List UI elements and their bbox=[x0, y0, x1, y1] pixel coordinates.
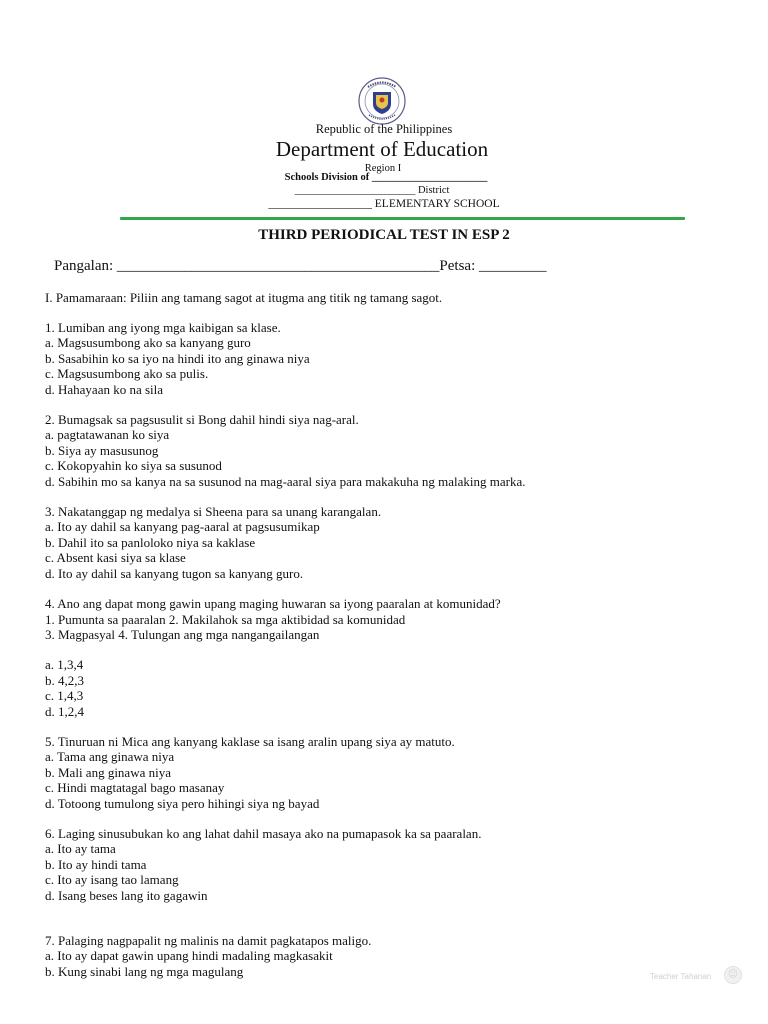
header-divider bbox=[120, 217, 685, 220]
question-block bbox=[45, 596, 526, 642]
answer-option: d. Isang beses lang ito gagawin bbox=[45, 887, 208, 903]
question-text: 7. Palaging nagpapalit ng malinis na damit pagkatapos maligo. bbox=[45, 933, 372, 948]
question-list bbox=[45, 320, 526, 979]
answer-option: a. Magsusumbong ako sa kanyang guro bbox=[45, 335, 251, 351]
answer-option: d. Totoong tumulong siya pero hihingi siya ng bayad bbox=[45, 795, 320, 811]
test-title: THIRD PERIODICAL TEST IN ESP 2 bbox=[258, 227, 510, 243]
question-block bbox=[45, 826, 526, 903]
answer-option: c. Ito ay isang tao lamang bbox=[45, 872, 179, 888]
department-title: Department of Education bbox=[275, 137, 489, 161]
question-text: 1. Lumiban ang iyong mga kaibigan sa klase. bbox=[45, 320, 281, 335]
answer-option: d. 1,2,4 bbox=[45, 703, 84, 719]
answer-option: d. Hahayaan ko na sila bbox=[45, 381, 164, 397]
answer-option: c. Kokopyahin ko siya sa susunod bbox=[45, 458, 222, 474]
answer-option: c. Magsusumbong ako sa pulis. bbox=[45, 366, 209, 382]
answer-option: c. Absent kasi siya sa klase bbox=[45, 550, 186, 566]
republic-line: Republic of the Philippines bbox=[315, 122, 453, 136]
answer-option: a. Ito ay dapat gawin upang hindi madaling magkasakit bbox=[45, 948, 333, 964]
smiley-icon: ☺ bbox=[724, 966, 742, 984]
question-block bbox=[45, 504, 526, 581]
question-text: 5. Tinuruan ni Mica ang kanyang kaklase sa isang aralin upang siya ay matuto. bbox=[45, 733, 455, 749]
answer-option: b. 4,2,3 bbox=[45, 672, 84, 688]
region-line: Region I bbox=[364, 163, 402, 174]
answer-option: 1. Pumunta sa paaralan 2. Makilahok sa mga aktibidad sa komunidad bbox=[45, 611, 406, 627]
answer-option: b. Kung sinabi lang ng mga magulang bbox=[45, 963, 244, 979]
question-block bbox=[45, 320, 526, 397]
answer-option: b. Ito ay hindi tama bbox=[45, 856, 147, 872]
answer-option: b. Sasabihin ko sa iyo na hindi ito ang ginawa niya bbox=[45, 350, 310, 366]
answer-option: a. Ito ay tama bbox=[45, 841, 116, 857]
answer-option: b. Dahil ito sa panloloko niya sa kaklase bbox=[45, 534, 256, 550]
answer-option: 3. Magpasyal 4. Tulungan ang mga nangangailangan bbox=[45, 626, 320, 642]
deped-seal-icon bbox=[338, 75, 426, 125]
answer-option: c. 1,4,3 bbox=[45, 688, 84, 704]
question-text: 4. Ano ang dapat mong gawin upang maging huwaran sa iyong paaralan at komunidad? bbox=[45, 596, 501, 612]
question-text: 3. Nakatanggap ng medalya si Sheena para sa unang karangalan. bbox=[45, 504, 382, 520]
answer-option: a. Tama ang ginawa niya bbox=[45, 749, 175, 765]
answer-option: a. Ito ay dahil sa kanyang pag-aaral at pagsusumikap bbox=[45, 519, 320, 535]
instructions: I. Pamamaraan: Piliin ang tamang sagot at itugma ang titik ng tamang sagot. bbox=[45, 290, 443, 305]
answer-option: d. Sabihin mo sa kanya na sa susunod na mag-aaral siya para makakuha ng malaking marka. bbox=[45, 473, 526, 489]
name-date-line: Pangalan: ___________________________________________Petsa: _________ bbox=[54, 258, 547, 274]
answer-option: b. Mali ang ginawa niya bbox=[45, 764, 171, 780]
question-block bbox=[45, 412, 526, 489]
answer-option: d. Ito ay dahil sa kanyang tugon sa kanyang guro. bbox=[45, 565, 304, 581]
question-text: 2. Bumagsak sa pagsusulit si Bong dahil hindi siya nag-aral. bbox=[45, 412, 359, 428]
question-text: 6. Laging sinusubukan ko ang lahat dahil masaya ako na pumapasok ka sa paaralan. bbox=[45, 825, 482, 841]
watermark-text: Teacher Tahanan bbox=[650, 972, 712, 981]
division-line: Schools Division of ______________________ bbox=[284, 172, 488, 183]
question-block bbox=[45, 657, 526, 719]
answer-option: b. Siya ay masusunog bbox=[45, 442, 159, 458]
answer-option: c. Hindi magtatagal bago masanay bbox=[45, 780, 225, 796]
question-block bbox=[45, 933, 526, 979]
school-line: __________________ ELEMENTARY SCHOOL bbox=[268, 198, 500, 210]
district-line: _______________________ District bbox=[294, 185, 450, 196]
answer-option: a. 1,3,4 bbox=[45, 657, 84, 673]
answer-option: a. pagtatawanan ko siya bbox=[45, 427, 170, 443]
question-block bbox=[45, 734, 526, 811]
